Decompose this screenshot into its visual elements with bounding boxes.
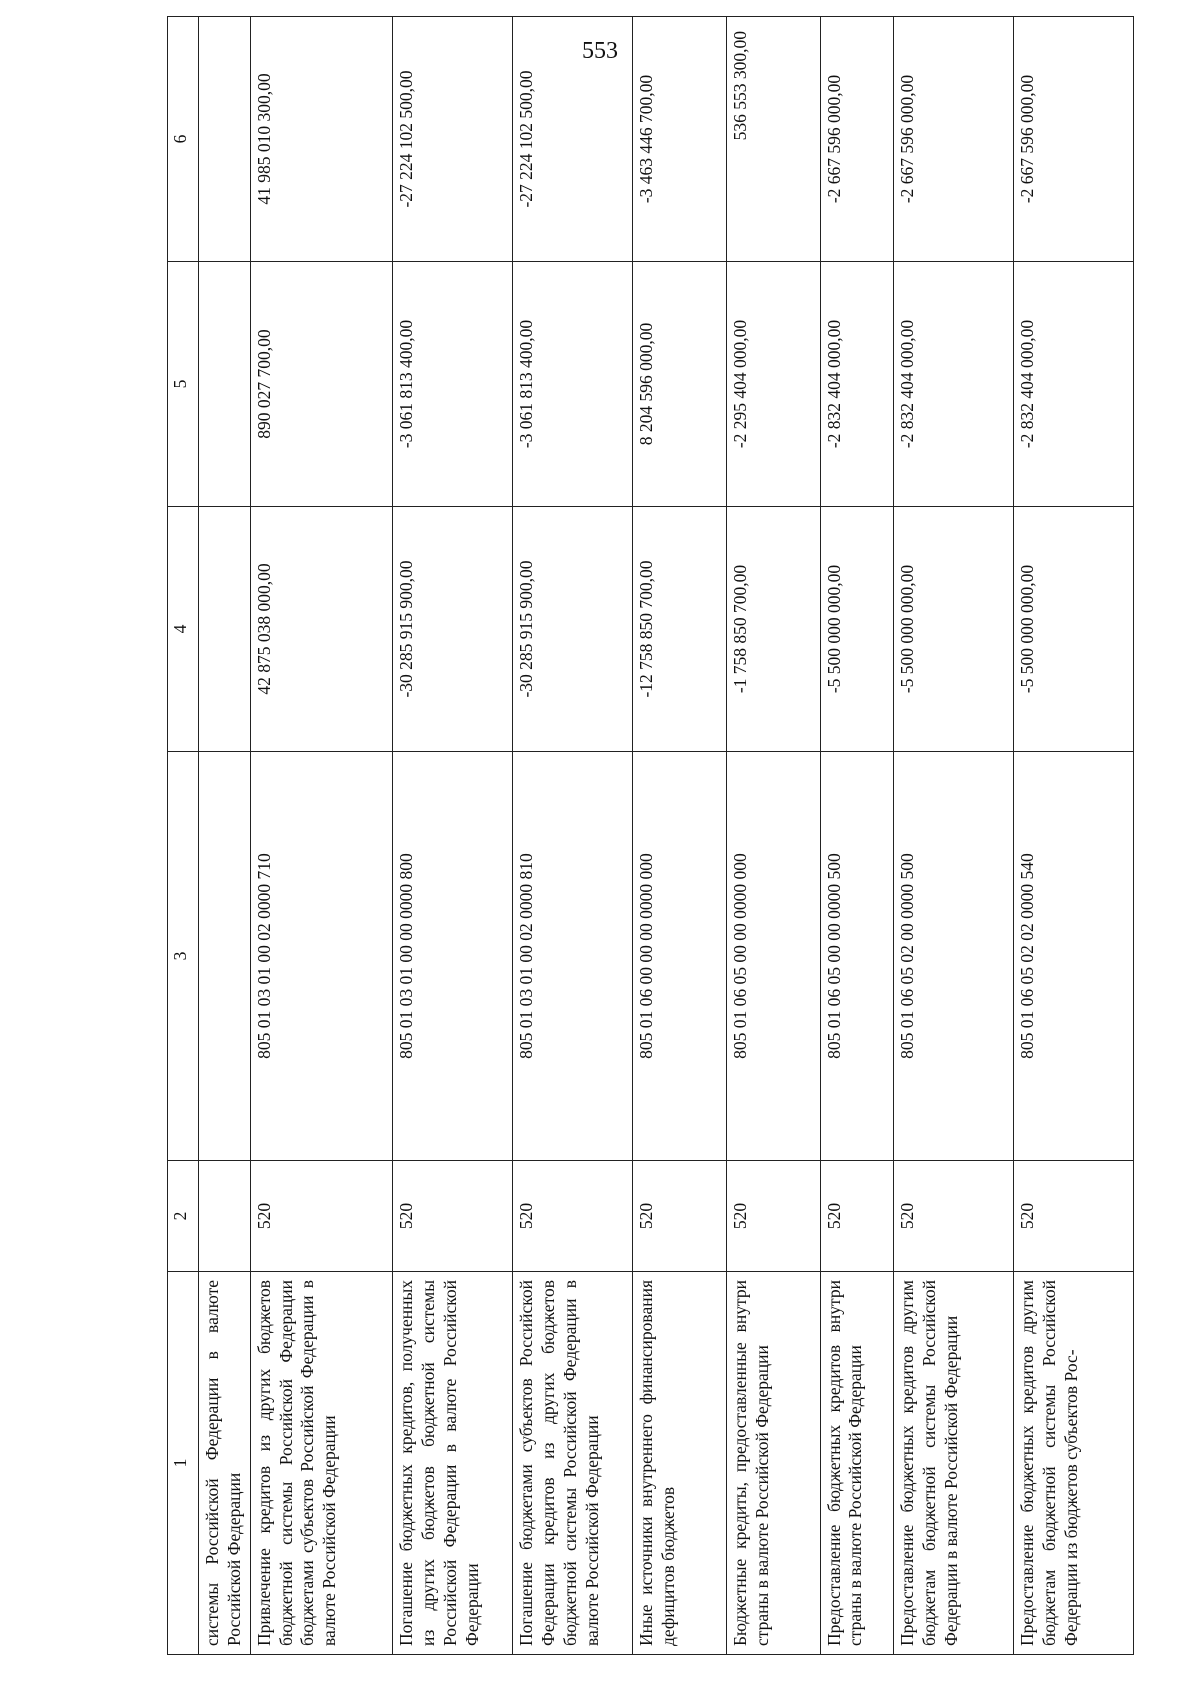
row-classification-code: 805 01 03 01 00 02 0000 810 <box>513 752 633 1161</box>
header-col-6: 6 <box>168 17 199 262</box>
row-value-col4: -5 500 000 000,00 <box>1013 507 1133 752</box>
row-admin-code: 520 <box>513 1161 633 1272</box>
row-classification-code: 805 01 03 01 00 02 0000 710 <box>250 752 392 1161</box>
row-classification-code: 805 01 06 05 02 02 0000 540 <box>1013 752 1133 1161</box>
row-admin-code <box>199 1161 251 1272</box>
table-row <box>513 17 633 1655</box>
row-name: Предоставление бюджетных кредитов внутри страны в валюте Российской Федерации <box>820 1272 893 1655</box>
header-col-5: 5 <box>168 262 199 507</box>
row-name: Бюджетные кредиты, предоставленные внутри страны в валюте Российской Федерации <box>726 1272 820 1655</box>
row-value-col6: 536 553 300,00 <box>726 17 820 262</box>
row-classification-code: 805 01 06 05 02 00 0000 500 <box>893 752 1013 1161</box>
row-name: Иные источники внутреннего финансирования дефицитов бюджетов <box>633 1272 727 1655</box>
row-value-col6: -2 667 596 000,00 <box>1013 17 1133 262</box>
row-admin-code: 520 <box>633 1161 727 1272</box>
row-value-col4: 42 875 038 000,00 <box>250 507 392 752</box>
row-value-col4: -30 285 915 900,00 <box>393 507 513 752</box>
row-value-col4: -5 500 000 000,00 <box>893 507 1013 752</box>
row-admin-code: 520 <box>726 1161 820 1272</box>
row-name: Погашение бюджетами субъектов Российской Федерации кредитов из других бюджетов бюджетной системы Российской Федерации в валюте Российской Федерации <box>513 1272 633 1655</box>
row-admin-code: 520 <box>893 1161 1013 1272</box>
row-value-col6: -2 667 596 000,00 <box>820 17 893 262</box>
row-value-col4: -5 500 000 000,00 <box>820 507 893 752</box>
table-row <box>250 17 392 1655</box>
row-value-col5: 890 027 700,00 <box>250 262 392 507</box>
row-value-col5: 8 204 596 000,00 <box>633 262 727 507</box>
rotated-table-container <box>167 31 1134 1655</box>
row-value-col5: -2 832 404 000,00 <box>820 262 893 507</box>
row-value-col4: -12 758 850 700,00 <box>633 507 727 752</box>
row-name: Предоставление бюджетных кредитов другим бюджетам бюджетной системы Российской Федерации из бюджетов субъектов Рос- <box>1013 1272 1133 1655</box>
row-value-col5: -2 832 404 000,00 <box>893 262 1013 507</box>
table-row <box>633 17 727 1655</box>
row-admin-code: 520 <box>393 1161 513 1272</box>
row-name: Погашение бюджетных кредитов, полученных из других бюджетов бюджетной системы Российской Федерации в валюте Российской Федерации <box>393 1272 513 1655</box>
table-row <box>726 17 820 1655</box>
header-col-3: 3 <box>168 752 199 1161</box>
row-value-col6: 41 985 010 300,00 <box>250 17 392 262</box>
row-value-col5 <box>199 262 251 507</box>
row-value-col4: -1 758 850 700,00 <box>726 507 820 752</box>
table-row <box>893 17 1013 1655</box>
row-value-col5: -2 832 404 000,00 <box>1013 262 1133 507</box>
row-admin-code: 520 <box>250 1161 392 1272</box>
row-admin-code: 520 <box>1013 1161 1133 1272</box>
page-number: 553 <box>582 38 618 64</box>
row-admin-code: 520 <box>820 1161 893 1272</box>
row-classification-code: 805 01 06 05 00 00 0000 500 <box>820 752 893 1161</box>
header-row <box>168 17 199 1655</box>
row-value-col6 <box>199 17 251 262</box>
row-value-col6: -27 224 102 500,00 <box>393 17 513 262</box>
row-classification-code: 805 01 06 05 00 00 0000 000 <box>726 752 820 1161</box>
row-name: Привлечение кредитов из других бюджетов бюджетной системы Российской Федерации бюджетами субъектов Российской Федерации в валюте Российской Федерации <box>250 1272 392 1655</box>
header-col-2: 2 <box>168 1161 199 1272</box>
row-value-col5: -2 295 404 000,00 <box>726 262 820 507</box>
table-row <box>393 17 513 1655</box>
row-classification-code: 805 01 06 00 00 00 0000 000 <box>633 752 727 1161</box>
row-name: Предоставление бюджетных кредитов другим бюджетам бюджетной системы Российской Федерации в валюте Российской Федерации <box>893 1272 1013 1655</box>
budget-sources-table <box>167 16 1134 1655</box>
row-value-col4 <box>199 507 251 752</box>
row-name: системы Российской Федерации в валюте Российской Федерации <box>199 1272 251 1655</box>
row-value-col6: -3 463 446 700,00 <box>633 17 727 262</box>
table-row <box>1013 17 1133 1655</box>
table-row <box>820 17 893 1655</box>
header-col-1: 1 <box>168 1272 199 1655</box>
row-value-col5: -3 061 813 400,00 <box>393 262 513 507</box>
row-value-col6: -2 667 596 000,00 <box>893 17 1013 262</box>
table-row <box>199 17 251 1655</box>
row-value-col5: -3 061 813 400,00 <box>513 262 633 507</box>
row-value-col6: -27 224 102 500,00 <box>513 17 633 262</box>
row-value-col4: -30 285 915 900,00 <box>513 507 633 752</box>
header-col-4: 4 <box>168 507 199 752</box>
row-classification-code <box>199 752 251 1161</box>
row-classification-code: 805 01 03 01 00 00 0000 800 <box>393 752 513 1161</box>
